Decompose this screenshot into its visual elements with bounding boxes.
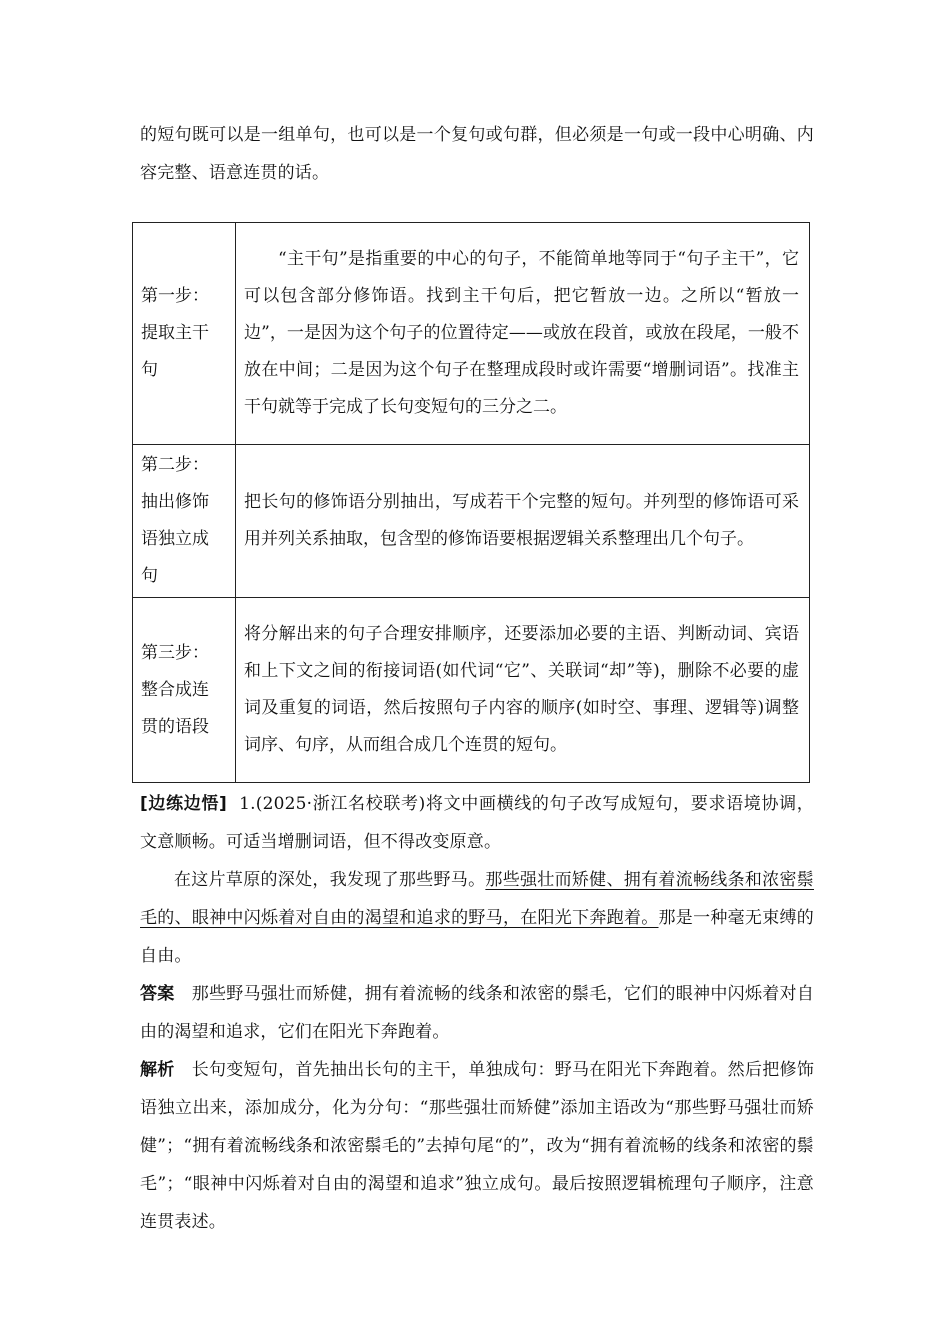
step-label: 第三步：整合成连贯的语段 [133, 598, 236, 783]
analysis-label: 解析 [140, 1060, 175, 1080]
intro-paragraph: 的短句既可以是一组单句，也可以是一个复句或句群，但必须是一句或一段中心明确、内容完整、语意连贯的话。 [140, 125, 814, 183]
passage-before: 在这片草原的深处，我发现了那些野马。 [174, 870, 486, 890]
table-row [133, 445, 810, 598]
analysis-paragraph [140, 1051, 814, 1241]
passage-after: 那是一种毫无束缚的自由。 [140, 908, 814, 966]
step-description-text: 将分解出来的句子合理安排顺序，还要添加必要的主语、判断动词、宾语和上下文之间的衔接词语(如代词“它”、关联词“却”等)，删除不必要的虚词及重复的词语，然后按照句子内容的顺序(如时空、事理、逻辑等)调整词序、句序，从而组合成几个连贯的短句。 [244, 624, 799, 755]
table-row [133, 598, 810, 783]
answer-paragraph [140, 975, 814, 1051]
step-label: 第一步：提取主干句 [133, 223, 236, 445]
step-description-text: “主干句”是指重要的中心的句子，不能简单地等同于“句子主干”，它可以包含部分修饰语。找到主干句后，把它暂放一边。之所以“暂放一边”，一是因为这个句子的位置待定——或放在段首，或放在段尾，一般不放在中间；二是因为这个句子在整理成段时或许需要“增删词语”。找准主干句就等于完成了长句变短句的三分之二。 [244, 249, 799, 417]
steps-table [132, 222, 810, 783]
exercise-tag: [边练边悟] [140, 794, 228, 814]
exercise-question [140, 785, 814, 861]
table-row [133, 223, 810, 445]
step-description [236, 445, 810, 598]
answer-label: 答案 [140, 984, 175, 1004]
exercise-question-text: 1.(2025·浙江名校联考)将文中画横线的句子改写成短句，要求语境协调，文意顺畅。可适当增删词语，但不得改变原意。 [140, 794, 814, 852]
document-page [140, 116, 814, 1241]
analysis-text: 长句变短句，首先抽出长句的主干，单独成句：野马在阳光下奔跑着。然后把修饰语独立出来，添加成分，化为分句：“那些强壮而矫健”添加主语改为“那些野马强壮而矫健”；“拥有着流畅线条和浓密鬃毛的”去掉句尾“的”，改为“拥有着流畅的线条和浓密的鬃毛”；“眼神中闪烁着对自由的渴望和追求”独立成句。最后按照逻辑梳理句子顺序，注意连贯表述。 [140, 1060, 815, 1232]
answer-text: 那些野马强壮而矫健，拥有着流畅的线条和浓密的鬃毛，它们的眼神中闪烁着对自由的渴望和追求，它们在阳光下奔跑着。 [140, 984, 815, 1042]
step-description [236, 598, 810, 783]
passage-underlined: 那些强壮而矫健、拥有着流畅线条和浓密鬃毛的、眼神中闪烁着对自由的渴望和追求的野马，在阳光下奔跑着。 [140, 870, 814, 928]
step-description-text: 把长句的修饰语分别抽出，写成若干个完整的短句。并列型的修饰语可采用并列关系抽取，包含型的修饰语要根据逻辑关系整理出几个句子。 [244, 492, 799, 549]
step-description [236, 223, 810, 445]
exercise-passage [140, 861, 814, 975]
step-label: 第二步：抽出修饰语独立成句 [133, 445, 236, 598]
